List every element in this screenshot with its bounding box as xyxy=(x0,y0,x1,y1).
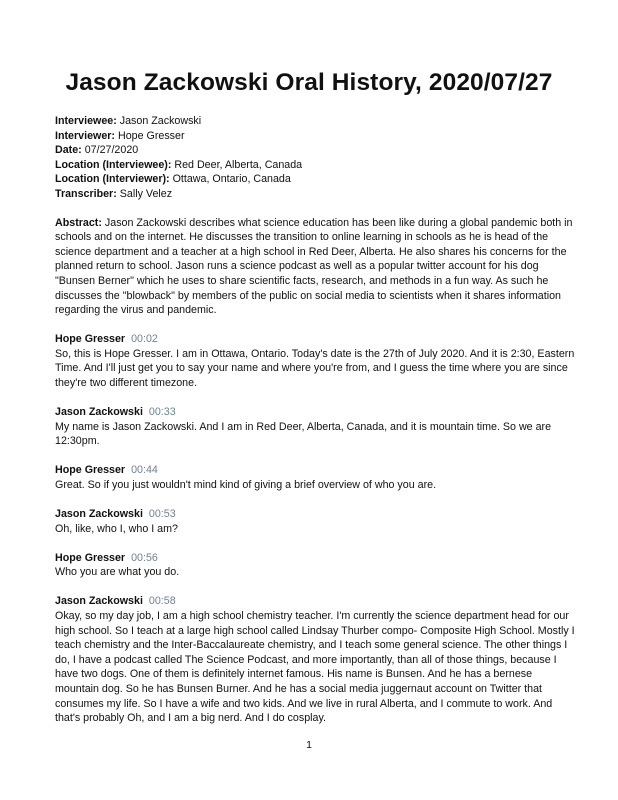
utterance-text: So, this is Hope Gresser. I am in Ottawa, Ontario. Today's date is the 27th of July 2020. And it is 2:30, Eastern Time. And I'll just get you to say your name and where you're from, and I guess the time where you are since they're two different timezone. xyxy=(55,347,575,389)
meta-transcriber xyxy=(55,187,575,202)
speaker-line xyxy=(55,507,575,522)
speaker-name: Jason Zackowski xyxy=(55,508,143,521)
meta-label: Date: xyxy=(55,144,82,157)
utterance-text: Okay, so my day job, I am a high school chemistry teacher. I'm currently the science department head for our high school. So I teach at a large high school called Lindsay Thurber compo- Composite High School. Mostly I teach chemistry and the Inter-Baccalaureate chemistry, and I teach some general science. The other things I do, I have a podcast called The Science Podcast, and more importantly, than all of those things, because I have two dogs. One of them is definitely internet famous. His name is Bunsen. And he has a bernese mountain dog. So he has Bunsen Burner. And he has a social media juggernaut account on Twitter that consumes my life. So I have a wife and two kids. And we live in rural Alberta, and I commute to work. And that's probably Oh, and I am a big nerd. And I do cosplay. xyxy=(55,610,575,725)
speaker-name: Hope Gresser xyxy=(55,333,126,346)
abstract-label: Abstract: xyxy=(55,216,102,229)
meta-value: 07/27/2020 xyxy=(84,144,139,157)
transcript-turn xyxy=(55,594,575,725)
meta-interviewer xyxy=(55,129,575,144)
meta-value: Sally Velez xyxy=(119,187,173,200)
transcript-turn xyxy=(55,507,575,536)
timestamp: 00:58 xyxy=(148,595,176,608)
speaker-name: Jason Zackowski xyxy=(55,406,143,419)
meta-label: Location (Interviewee): xyxy=(55,158,172,171)
meta-label: Location (Interviewer): xyxy=(55,173,170,186)
speaker-line xyxy=(55,594,575,609)
meta-value: Red Deer, Alberta, Canada xyxy=(174,158,303,171)
timestamp: 00:33 xyxy=(148,406,176,419)
speaker-name: Jason Zackowski xyxy=(55,595,143,608)
transcript-turn xyxy=(55,463,575,492)
metadata-block xyxy=(55,114,575,202)
timestamp: 00:44 xyxy=(131,464,158,477)
timestamp: 00:02 xyxy=(131,333,158,346)
transcript-turn xyxy=(55,551,575,580)
utterance-text: My name is Jason Zackowski. And I am in Red Deer, Alberta, Canada, and it is mountain time. So we are 12:30pm. xyxy=(55,420,552,448)
meta-value: Hope Gresser xyxy=(117,129,185,142)
timestamp: 00:56 xyxy=(131,551,158,564)
transcript-turn xyxy=(55,332,575,390)
meta-location-interviewee xyxy=(55,158,575,173)
speaker-line xyxy=(55,332,575,347)
meta-value: Jason Zackowski xyxy=(119,115,202,127)
utterance-text: Oh, like, who I, who I am? xyxy=(55,522,178,535)
meta-label: Interviewer: xyxy=(55,129,115,142)
document-title: Jason Zackowski Oral History, 2020/07/27 xyxy=(65,69,553,96)
meta-label: Interviewee: xyxy=(55,115,117,127)
speaker-line xyxy=(55,463,575,478)
page-number: 1 xyxy=(306,739,312,751)
timestamp: 00:53 xyxy=(148,508,176,521)
transcript-turn xyxy=(55,405,575,449)
abstract xyxy=(55,216,575,318)
utterance-text: Great. So if you just wouldn't mind kind of giving a brief overview of who you are. xyxy=(55,478,437,491)
speaker-line xyxy=(55,405,575,420)
transcript-content xyxy=(55,114,575,726)
speaker-name: Hope Gresser xyxy=(55,464,126,477)
meta-date xyxy=(55,143,575,158)
speaker-line xyxy=(55,551,575,566)
speaker-name: Hope Gresser xyxy=(55,551,126,564)
meta-interviewee xyxy=(55,114,575,129)
abstract-text: Jason Zackowski describes what science education has been like during a global pandemic both in schools and on the internet. He discusses the transition to online learning in schools as he is head of the science department and a teacher at a high school in Red Deer, Alberta. He also shares his concerns for the planned return to school. Jason runs a science podcast as well as a popular twitter account for his dog "Bunsen Berner" which he uses to share scientific facts, research, and methods in a fun way. As such he discusses the "blowback" by members of the public on social media to scientists when it shares information regarding the virus and pandemic. xyxy=(55,216,573,317)
meta-value: Ottawa, Ontario, Canada xyxy=(172,173,291,186)
meta-label: Transcriber: xyxy=(55,187,117,200)
meta-location-interviewer xyxy=(55,172,575,187)
utterance-text: Who you are what you do. xyxy=(55,566,180,579)
